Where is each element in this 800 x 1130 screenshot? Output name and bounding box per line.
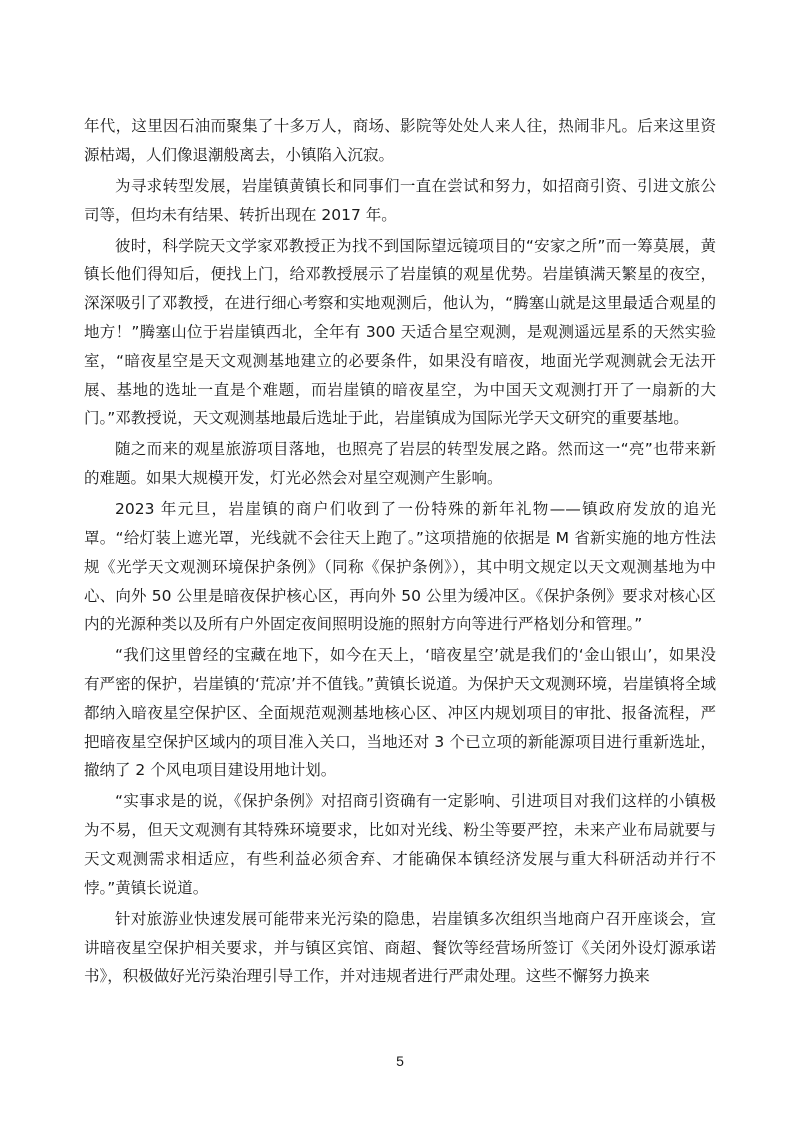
paragraph: 年代，这里因石油而聚集了十多万人，商场、影院等处处人来人往，热闹非凡。后来这里资源枯竭，人们像退潮般离去，小镇陷入沉寂。 <box>84 117 716 164</box>
paragraph: 2023 年元旦，岩崖镇的商户们收到了一份特殊的新年礼物——镇政府发放的追光罩。“给灯装上遮光罩，光线就不会往天上跑了。”这项措施的依据是 M 省新实施的地方性法规《光学天文观测环境保护条例》（同称《保护条例》），其中明文规定以天文观测基地为中心、向外 50 公里是暗夜保护核心区，再向外 50 公里为缓冲区。《保护条例》要求对核心区内的光源种类以及所有户外固定夜间照明设施的照射方向等进行严格划分和管理。” <box>84 500 716 634</box>
paragraph: “我们这里曾经的宝藏在地下，如今在天上，‘暗夜星空’就是我们的‘金山银山’，如果没有严密的保护，岩崖镇的‘荒凉’并不值钱。”黄镇长说道。为保护天文观测环境，岩崖镇将全域都纳入暗夜星空保护区、全面规范观测基地核心区、冲区内规划项目的审批、报备流程，严把暗夜星空保护区域内的项目准入关口，当地还对 3 个已立项的新能源项目进行重新选址，撤纳了 2 个风电项目建设用地计划。 <box>84 646 716 780</box>
paragraph: 彼时，科学院天文学家邓教授正为找不到国际望远镜项目的“安家之所”而一筹莫展，黄镇长他们得知后，便找上门，给邓教授展示了岩崖镇的观星优势。岩崖镇满天繁星的夜空，深深吸引了邓教授，在进行细心考察和实地观测后，他认为，“腾塞山就是这里最适合观星的地方！”腾塞山位于岩崖镇西北，全年有 300 天适合星空观测，是观测遥远星系的天然实验室，“暗夜星空是天文观测基地建立的必要条件，如果没有暗夜，地面光学观测就会无法开展、基地的选址一直是个难题，而岩崖镇的暗夜星空，为中国天文观测打开了一扇新的大门。”邓教授说，天文观测基地最后选址于此，岩崖镇成为国际光学天文研究的重要基地。 <box>84 236 716 428</box>
paragraph: 随之而来的观星旅游项目落地，也照亮了岩层的转型发展之路。然而这一“亮”也带来新的难题。如果大规模开发，灯光必然会对星空观测产生影响。 <box>84 440 716 488</box>
paragraph: “实事求是的说，《保护条例》对招商引资确有一定影响、引进项目对我们这样的小镇极为不易，但天文观测有其特殊环境要求，比如对光线、粉尘等要严控，未来产业布局就要与天文观测需求相适应，有些利益必须舍弃、才能确保本镇经济发展与重大科研活动并行不悖。”黄镇长说道。 <box>84 792 716 897</box>
body-text <box>84 112 716 993</box>
paragraph: 针对旅游业快速发展可能带来光污染的隐患，岩崖镇多次组织当地商户召开座谈会，宣讲暗夜星空保护相关要求，并与镇区宾馆、商超、餐饮等经营场所签订《关闭外设灯源承诺书》，积极做好光污染治理引导工作，并对违规者进行严肃处理。这些不懈努力换来 <box>84 909 716 986</box>
paragraph: 为寻求转型发展，岩崖镇黄镇长和同事们一直在尝试和努力，如招商引资、引进文旅公司等，但均未有结果、转折出现在 2017 年。 <box>84 176 716 224</box>
page-number: 5 <box>396 1053 404 1069</box>
